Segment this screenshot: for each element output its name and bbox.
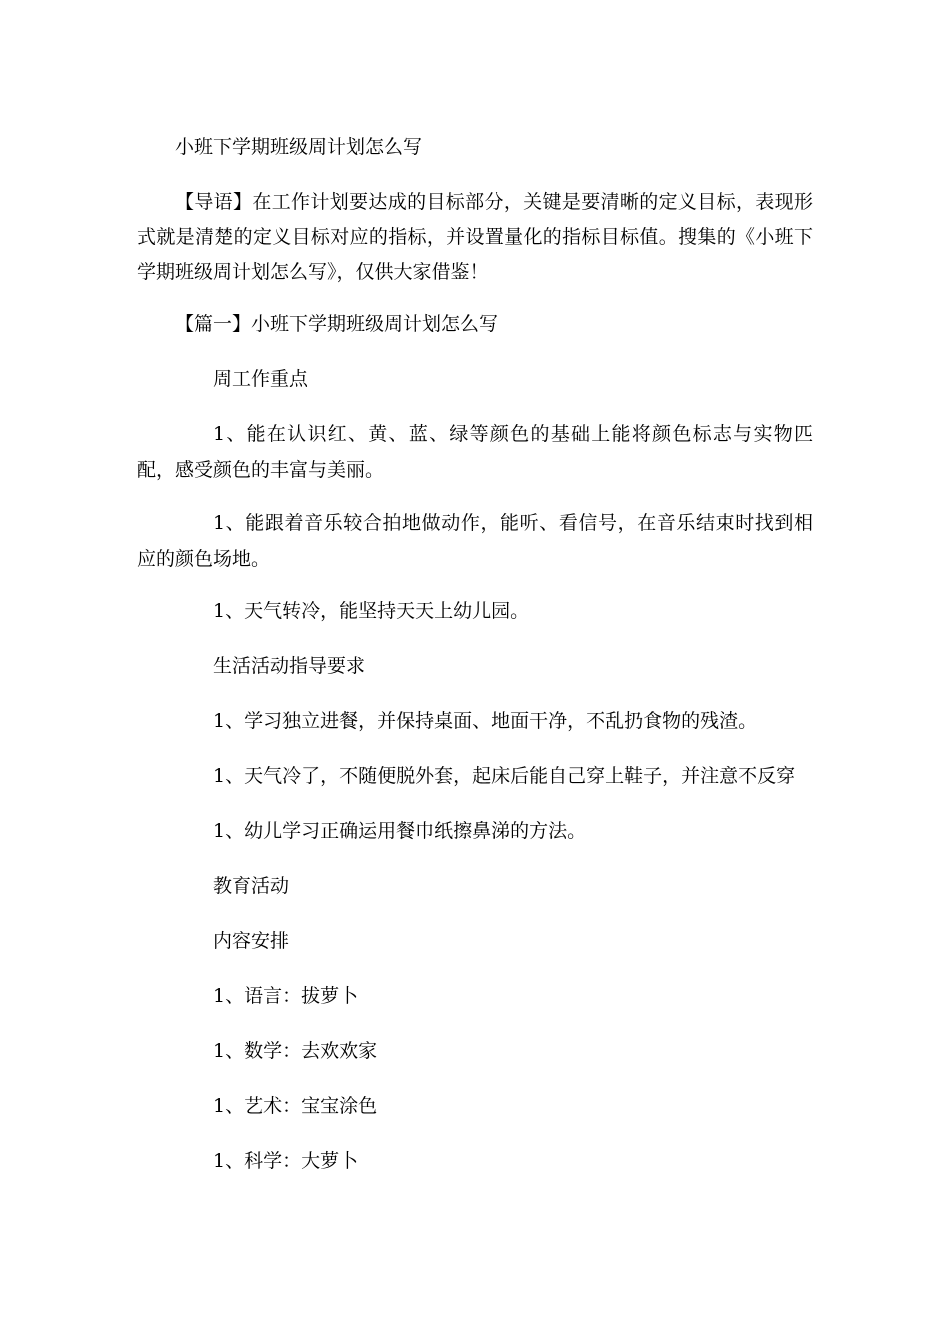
- weekly-focus-item: 1、天气转冷，能坚持天天上幼儿园。: [213, 600, 530, 622]
- content-item: 1、数学：去欢欢家: [213, 1040, 378, 1062]
- education-activity-heading: 教育活动: [213, 875, 290, 897]
- content-item: 1、科学：大萝卜: [213, 1150, 359, 1172]
- document-title: 小班下学期班级周计划怎么写: [175, 136, 423, 158]
- life-activity-item: 1、学习独立进餐，并保持桌面、地面干净，不乱扔食物的残渣。: [213, 710, 758, 732]
- content-item: 1、艺术：宝宝涂色: [213, 1095, 378, 1117]
- life-activity-item: 1、幼儿学习正确运用餐巾纸擦鼻涕的方法。: [213, 820, 587, 842]
- intro-paragraph: 【导语】在工作计划要达成的目标部分，关键是要清晰的定义目标，表现形式就是清楚的定义目标对应的指标，并设置量化的指标目标值。搜集的《小班下学期班级周计划怎么写》，仅供大家借鉴！: [137, 191, 813, 283]
- weekly-focus-item: 1、能跟着音乐较合拍地做动作，能听、看信号，在音乐结束时找到相应的颜色场地。: [137, 512, 813, 570]
- life-activity-item: 1、天气冷了，不随便脱外套，起床后能自己穿上鞋子，并注意不反穿: [213, 765, 796, 787]
- content-item: 1、语言：拔萝卜: [213, 985, 359, 1007]
- weekly-focus-heading: 周工作重点: [213, 368, 309, 390]
- section-heading: 【篇一】小班下学期班级周计划怎么写: [175, 313, 499, 335]
- content-arrangement-heading: 内容安排: [213, 930, 290, 952]
- life-activity-heading: 生活活动指导要求: [213, 655, 366, 677]
- weekly-focus-item: 1、能在认识红、黄、蓝、绿等颜色的基础上能将颜色标志与实物匹配，感受颜色的丰富与美丽。: [137, 423, 813, 481]
